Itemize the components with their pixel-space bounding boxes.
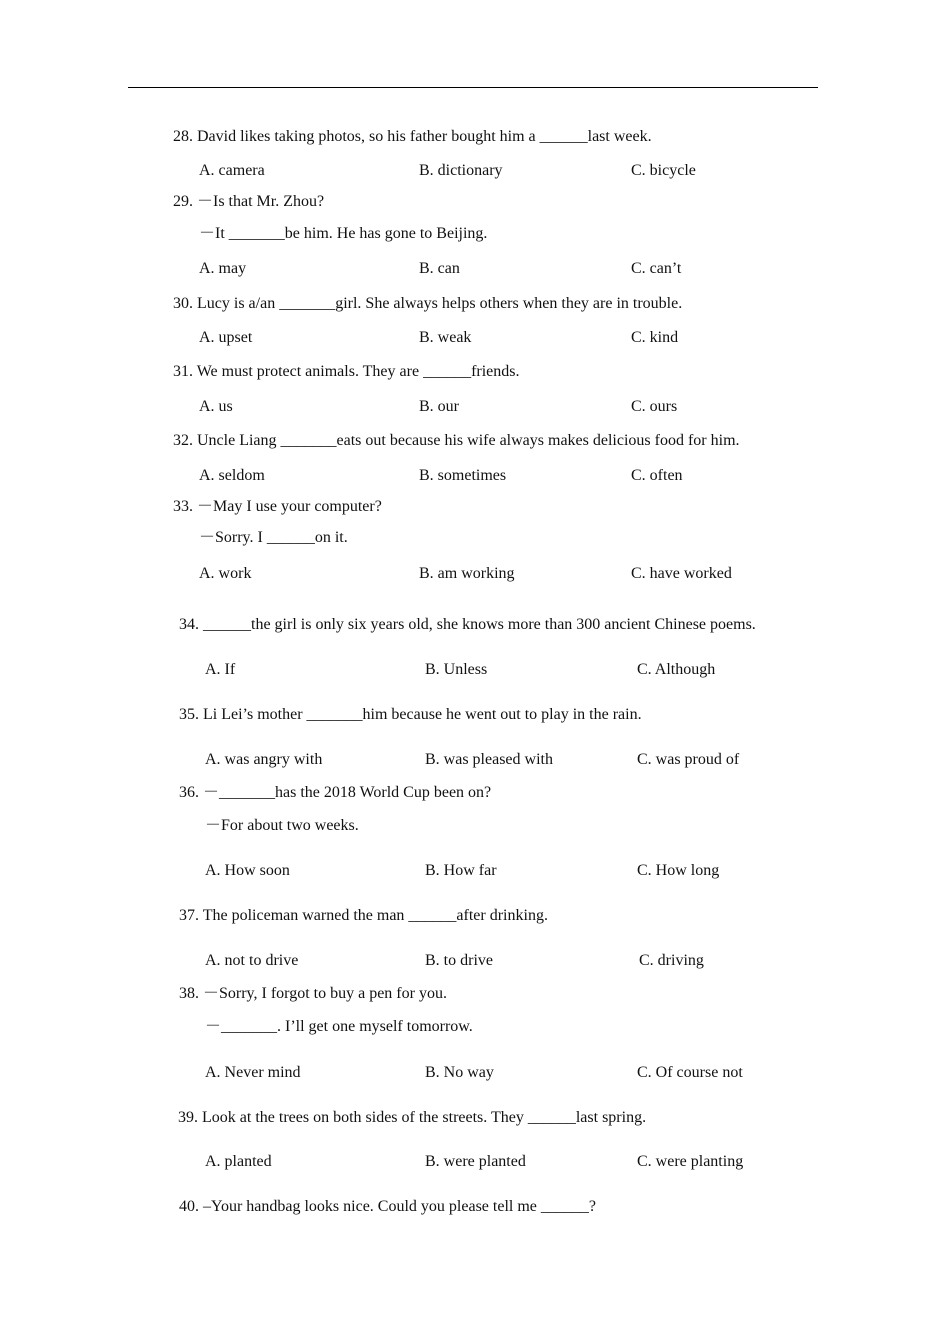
option-c[interactable]: C. kind — [631, 329, 679, 346]
question-number: 40. — [179, 1198, 199, 1215]
question-stem: Look at the trees on both sides of the streets. They ______last spring. — [202, 1109, 647, 1126]
option-c[interactable]: C. often — [631, 467, 683, 484]
question-37 — [179, 906, 548, 926]
question-32 — [173, 431, 740, 451]
option-a[interactable]: A. not to drive — [205, 952, 299, 969]
question-stem-line-2: －For about two weeks. — [205, 817, 359, 834]
option-a[interactable]: A. was angry with — [205, 751, 323, 768]
option-b[interactable]: B. to drive — [425, 952, 493, 969]
option-a[interactable]: A. upset — [199, 329, 253, 346]
question-number: 28. — [173, 128, 193, 145]
option-c[interactable]: C. were planting — [637, 1153, 744, 1170]
question-35 — [179, 705, 642, 725]
question-number: 39. — [178, 1109, 198, 1126]
question-stem: －Sorry, I forgot to buy a pen for you. — [203, 985, 447, 1002]
option-a[interactable]: A. seldom — [199, 467, 265, 484]
question-39 — [178, 1108, 646, 1128]
option-a[interactable]: A. camera — [199, 162, 265, 179]
question-stem-line-2: －Sorry. I ______on it. — [199, 529, 348, 546]
option-b[interactable]: B. sometimes — [419, 467, 507, 484]
option-b[interactable]: B. Unless — [425, 661, 488, 678]
question-stem: –Your handbag looks nice. Could you please tell me ______? — [203, 1198, 596, 1215]
question-stem: －Is that Mr. Zhou? — [197, 193, 325, 210]
option-b[interactable]: B. dictionary — [419, 162, 503, 179]
option-b[interactable]: B. am working — [419, 565, 515, 582]
option-a[interactable]: A. may — [199, 260, 247, 277]
question-34 — [179, 615, 756, 635]
option-c[interactable]: C. ours — [631, 398, 678, 415]
option-b[interactable]: B. was pleased with — [425, 751, 553, 768]
option-a[interactable]: A. If — [205, 661, 236, 678]
option-c[interactable]: C. driving — [639, 952, 704, 969]
question-number: 38. — [179, 985, 199, 1002]
option-a[interactable]: A. How soon — [205, 862, 290, 879]
option-b[interactable]: B. can — [419, 260, 460, 277]
option-c[interactable]: C. How long — [637, 862, 720, 879]
question-31 — [173, 362, 520, 382]
question-28 — [173, 127, 652, 147]
option-b[interactable]: B. weak — [419, 329, 472, 346]
question-number: 29. — [173, 193, 193, 210]
question-stem-line-2: －_______. I’ll get one myself tomorrow. — [205, 1018, 473, 1035]
question-stem: Li Lei’s mother _______him because he went out to play in the rain. — [203, 706, 642, 723]
question-36 — [179, 783, 491, 803]
option-a[interactable]: A. work — [199, 565, 252, 582]
option-c[interactable]: C. bicycle — [631, 162, 696, 179]
question-number: 33. — [173, 498, 193, 515]
option-b[interactable]: B. No way — [425, 1064, 494, 1081]
question-stem: We must protect animals. They are ______friends. — [196, 363, 520, 380]
question-stem: Lucy is a/an _______girl. She always helps others when they are in trouble. — [197, 295, 683, 312]
question-stem: The policeman warned the man ______after drinking. — [202, 907, 548, 924]
question-number: 30. — [173, 295, 193, 312]
question-29 — [173, 192, 324, 212]
question-38 — [179, 984, 447, 1004]
question-30 — [173, 294, 682, 314]
option-a[interactable]: A. Never mind — [205, 1064, 301, 1081]
question-stem: －_______has the 2018 World Cup been on? — [203, 784, 492, 801]
option-c[interactable]: C. Of course not — [637, 1064, 743, 1081]
option-b[interactable]: B. our — [419, 398, 459, 415]
question-number: 31. — [173, 363, 193, 380]
option-a[interactable]: A. us — [199, 398, 233, 415]
option-c[interactable]: C. was proud of — [637, 751, 740, 768]
question-stem: ______the girl is only six years old, she knows more than 300 ancient Chinese poems. — [203, 616, 756, 633]
option-b[interactable]: B. How far — [425, 862, 497, 879]
option-c[interactable]: C. Although — [637, 661, 716, 678]
question-number: 34. — [179, 616, 199, 633]
header-rule — [128, 87, 818, 88]
question-stem: Uncle Liang _______eats out because his wife always makes delicious food for him. — [197, 432, 740, 449]
question-stem: David likes taking photos, so his father bought him a ______last week. — [197, 128, 652, 145]
question-stem-line-2: －It _______be him. He has gone to Beijing. — [199, 225, 488, 242]
option-c[interactable]: C. can’t — [631, 260, 682, 277]
question-40 — [179, 1197, 596, 1217]
question-number: 37. — [179, 907, 199, 924]
question-number: 36. — [179, 784, 199, 801]
question-stem: －May I use your computer? — [197, 498, 382, 515]
question-number: 35. — [179, 706, 199, 723]
option-a[interactable]: A. planted — [205, 1153, 272, 1170]
option-c[interactable]: C. have worked — [631, 565, 732, 582]
option-b[interactable]: B. were planted — [425, 1153, 526, 1170]
question-33 — [173, 497, 382, 517]
question-number: 32. — [173, 432, 193, 449]
